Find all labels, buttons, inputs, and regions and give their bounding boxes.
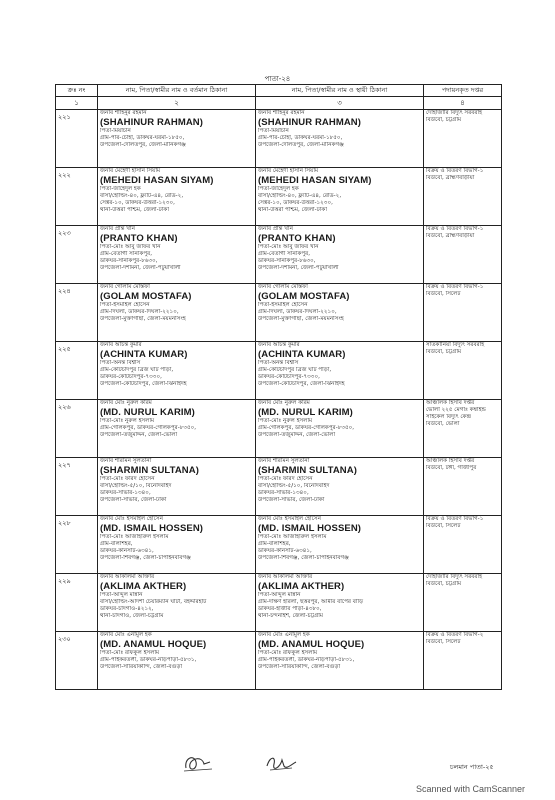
address-line: গ্রাম-কোটচাঁদপুর ব্রিজ ঘাট পাড়া, — [258, 367, 332, 373]
address-line: বাসা/হোল্ডিং-আদশা চেয়ারম্যান ঘাটা, বহদ্দারহাট — [100, 599, 207, 605]
person-name-english: (GOLAM MOSTAFA) — [100, 291, 192, 302]
permanent-address-cell — [256, 516, 424, 574]
address-line: বাসা/হোল্ডিং-৪০, ফ্ল্যাট-এ৪, রোড-২, — [100, 193, 184, 199]
address-line: পিতা-আব্দুল মান্নান — [100, 592, 143, 598]
column-index: ১ — [56, 97, 98, 110]
header-serial: ক্রঃ নং — [56, 85, 98, 97]
posting-office-cell — [424, 168, 502, 226]
person-name-bangla: জনাব মোঃ নুরুল করিম — [100, 400, 152, 406]
serial-number: ২২৩ — [56, 226, 98, 284]
address-line: গ্রাম-দিঘলা, ডাকঘর-দিঘলা-২২১০, — [100, 309, 179, 315]
address-line: গ্রাম-কোটচাঁদপুর ব্রিজ ঘাট পাড়া, — [100, 367, 174, 373]
serial-number: ২২৭ — [56, 458, 98, 516]
header-permanent-address: নাম, পিতা/স্বামীর নাম ও স্থায়ী ঠিকানা — [256, 85, 424, 97]
serial-number: ২২৬ — [56, 400, 98, 458]
scanner-watermark: Scanned with CamScanner — [416, 784, 526, 794]
person-name-bangla: জনাব মোঃ ইসমাইল হোসেন — [258, 516, 321, 522]
address-line: গ্রাম-গোলকপুর, ডাকঘর-গোলকপুর-৮৩৫০, — [258, 425, 355, 431]
address-line: সেক্টর-১০, ডাকঘর-উত্তরা-১২৩০, — [258, 200, 333, 206]
person-name-bangla: জনাব মোঃ এনামুল হক — [258, 632, 310, 638]
address-line: পিতা-মোঃ রফিকুল ইসলাম — [258, 650, 318, 656]
permanent-address-cell — [256, 284, 424, 342]
person-name-bangla: জনাব অচিন্ত কুমার — [100, 342, 142, 348]
person-name-english: (MD. NURUL KARIM) — [258, 407, 353, 418]
posting-office-line: বিক্রয় ও বিতরণ বিভাগ-১ — [426, 516, 484, 522]
present-address-cell — [98, 574, 256, 632]
address-line: গ্রাম-পার-চৌহা, ডাকঘর-ঘরমা-১৮৫০, — [258, 135, 343, 141]
address-line: ডাকঘর-চাঁদগাঁও-৪২১২, — [100, 606, 154, 612]
posting-office-line: বিউবো, টঙ্গী, গাজীপুর — [426, 465, 477, 471]
posting-office-cell — [424, 632, 502, 690]
address-line: পিতা-মোঃ রফিকুল ইসলাম — [100, 650, 160, 656]
posting-office-line: দোহাজারি বিদ্যুৎ সরবরাহ — [426, 574, 483, 580]
table-row — [56, 632, 502, 690]
person-name-english: (PRANTO KHAN) — [100, 233, 178, 244]
person-name-bangla: জনাব গোলাম মোস্তফা — [100, 284, 150, 290]
address-line: পিতা-মোঃ আজাহারুল ইসলাম — [258, 534, 327, 540]
table-row — [56, 110, 502, 168]
person-name-english: (MD. ANAMUL HOQUE) — [258, 639, 365, 650]
serial-number: ২২৪ — [56, 284, 98, 342]
posting-office-line: ভোলা ২২৫ মেগাঃ কম্বাইন্ড — [426, 407, 486, 413]
present-address-cell — [98, 400, 256, 458]
person-name-bangla: জনাব মোঃ নুরুল করিম — [258, 400, 310, 406]
address-line: পিতা-মোঃ ফরিদ হোসেন — [100, 476, 155, 482]
present-address-cell — [98, 226, 256, 284]
posting-office-line: বিউবো, ব্রাহ্মণবাড়ীয়া — [426, 175, 475, 181]
person-name-english: (SHAHINUR RAHMAN) — [258, 117, 362, 128]
address-line: উপজেলা-দশমিনা, জেলা-পটুয়াখালী — [258, 265, 339, 271]
address-line: ডাকঘর-সাভার-১৩৪০, — [258, 490, 309, 496]
address-line: বাসা/হোল্ডিং-৪০, ফ্ল্যাট-এ৪, রোড-২, — [258, 193, 342, 199]
person-name-bangla: জনাব শারমিন সুলতানা — [258, 458, 310, 464]
permanent-address-cell — [256, 342, 424, 400]
address-line: পিতা-ইসমাইল হোসেন — [258, 302, 308, 308]
address-line: গ্রাম-দক্ষিণ হারলা, ছত্তরপুর, আমীর বাপের বাড়ি — [258, 599, 364, 605]
address-line: ডাকঘর-সানকিপুর-৮৬৩০, — [100, 258, 158, 264]
header-posting-office: পদায়নকৃত দপ্তর — [424, 85, 502, 97]
present-address-cell — [98, 284, 256, 342]
posting-office-line: বিউবো, ব্রাহ্মণবাড়ীয়া — [426, 233, 475, 239]
address-line: থানা-চাঁদগাঁও, জেলা-চট্টগ্রাম — [100, 613, 164, 619]
person-name-bangla: জনাব মোঃ এনামুল হক — [100, 632, 152, 638]
permanent-address-cell — [256, 400, 424, 458]
address-line: পিতা-মোঃ নুরুল ইসলাম — [100, 418, 155, 424]
serial-number: ২২১ — [56, 110, 98, 168]
person-name-english: (AKLIMA AKTHER) — [100, 581, 187, 592]
person-name-bangla: জনাব শাহিনুর রহমান — [258, 110, 305, 116]
posting-office-line: বিউবো, সিলেট — [426, 523, 461, 529]
address-line: গ্রাম-বেতাগী সানকিপুর, — [258, 251, 311, 257]
present-address-cell — [98, 458, 256, 516]
permanent-address-cell — [256, 632, 424, 690]
table-row — [56, 342, 502, 400]
posting-office-line: বিক্রয় ও বিতরণ বিভাগ-১ — [426, 168, 484, 174]
address-line: উপজেলা-সাভার, জেলা-ঢাকা — [100, 497, 167, 503]
column-index: ৪ — [424, 97, 502, 110]
continued-page-note: চলমান পাতা-২৫ — [450, 763, 494, 771]
address-line: উপজেলা-সারিয়াকান্দি, জেলা-বগুড়া — [258, 664, 341, 670]
address-line: ডাকঘর-হাজীর পাড়া-৪৩৮০, — [258, 606, 322, 612]
posting-office-line: বিক্রয় ও বিতরণ বিভাগ-১ — [426, 284, 484, 290]
address-line: পিতা-ইসমাইল হোসেন — [100, 302, 150, 308]
serial-number: ২২৫ — [56, 342, 98, 400]
person-name-bangla: জনাব প্রান্ত খান — [100, 226, 135, 232]
address-line: উপজেলা-শিবগঞ্জ, জেলা-চাঁপাইনবাবগঞ্জ — [100, 555, 191, 561]
header-row — [56, 85, 502, 97]
person-name-bangla: জনাব মেহেদী হাসান সিয়াম — [258, 168, 319, 174]
address-line: উপজেলা-শিবগঞ্জ, জেলা-চাঁপাইনবাবগঞ্জ — [258, 555, 349, 561]
address-line: পিতা-জাহেদুল হক — [258, 186, 299, 192]
address-line: থানা-চন্দনাইশ, জেলা-চট্টগ্রাম — [258, 613, 324, 619]
address-line: ডাকঘর-কোটচাঁদপুর-৭৩৩০, — [258, 374, 320, 380]
address-line: গ্রাম-পার-চৌহা, ডাকঘর-ঘরমা-১৮৫০, — [100, 135, 185, 141]
posting-office-line: আঞ্চলিক হিসাব দপ্তর — [426, 458, 475, 464]
address-line: গ্রাম-বালাশহর, — [258, 541, 291, 547]
present-address-cell — [98, 516, 256, 574]
serial-number: ২৩০ — [56, 632, 98, 690]
person-name-english: (MD. ISMAIL HOSSEN) — [100, 523, 204, 534]
person-name-english: (AKLIMA AKTHER) — [258, 581, 345, 592]
person-name-bangla: জনাব মেহেদী হাসান সিয়াম — [100, 168, 161, 174]
header-present-address: নাম, পিতা/স্বামীর নাম ও বর্তমান ঠিকানা — [98, 85, 256, 97]
person-name-english: (MEHEDI HASAN SIYAM) — [100, 175, 214, 186]
posting-office-cell — [424, 400, 502, 458]
address-line: উপজেলা-মুক্তাগাছা, জেলা-ময়মনসিংহ — [258, 316, 344, 322]
person-name-english: (ACHINTA KUMAR) — [100, 349, 188, 360]
address-line: বাসা/হোল্ডিং-৫/১০, বিনোদবাইদ — [100, 483, 172, 489]
person-name-english: (SHARMIN SULTANA) — [258, 465, 357, 476]
address-line: পিতা-জাহেদুল হক — [100, 186, 141, 192]
address-line: গ্রাম-পাইকরতলী, ডাকঘর-নড়িপাড়া-৫৮৩১, — [258, 657, 355, 663]
posting-office-line: বিউবো, ভোলা — [426, 421, 460, 427]
person-name-bangla: জনাব মোঃ ইসমাইল হোসেন — [100, 516, 163, 522]
person-name-bangla: জনাব আকলিমা আক্তার — [100, 574, 155, 580]
address-line: উপজেলা-সারিয়াকান্দি, জেলা-বগুড়া — [100, 664, 183, 670]
posting-office-cell — [424, 342, 502, 400]
person-name-english: (PRANTO KHAN) — [258, 233, 336, 244]
address-line: গ্রাম-বালাশহর, — [100, 541, 133, 547]
posting-office-cell — [424, 110, 502, 168]
table-row — [56, 516, 502, 574]
address-line: উপজেলা-সাভার, জেলা-ঢাকা — [258, 497, 325, 503]
address-line: উপজেলা-মুক্তাগাছা, জেলা-ময়মনসিংহ — [100, 316, 186, 322]
serial-number: ২২২ — [56, 168, 98, 226]
posting-office-cell — [424, 458, 502, 516]
person-name-bangla: জনাব আকলিমা আক্তার — [258, 574, 313, 580]
column-index: ৩ — [256, 97, 424, 110]
address-line: পিতা-মোঃ ফরিদ হোসেন — [258, 476, 313, 482]
roster-table — [55, 84, 502, 690]
posting-office-cell — [424, 226, 502, 284]
address-line: থানা-উত্তরা পশ্চিম, জেলা-ঢাকা — [100, 207, 169, 213]
table-row — [56, 400, 502, 458]
permanent-address-cell — [256, 574, 424, 632]
column-index-row — [56, 97, 502, 110]
posting-office-cell — [424, 516, 502, 574]
address-line: পিতা-মিয়াচান — [258, 128, 289, 134]
address-line: পিতা-মোঃ আবু জাফর খান — [258, 244, 319, 250]
address-line: উপজেলা-দৌলতপুর, জেলা-মানিকগঞ্জ — [258, 142, 344, 148]
present-address-cell — [98, 342, 256, 400]
person-name-english: (MEHEDI HASAN SIYAM) — [258, 175, 372, 186]
address-line: পিতা-আব্দুল মান্নান — [258, 592, 301, 598]
permanent-address-cell — [256, 458, 424, 516]
posting-office-line: বিউবো, চট্টগ্রাম — [426, 581, 462, 587]
page-label: পাতা-২৪ — [264, 75, 291, 83]
serial-number: ২২৮ — [56, 516, 98, 574]
posting-office-line: বিউবো, সিলেট — [426, 291, 461, 297]
person-name-english: (SHAHINUR RAHMAN) — [100, 117, 204, 128]
present-address-cell — [98, 110, 256, 168]
address-line: গ্রাম-পাইকরতলী, ডাকঘর-নড়িপাড়া-৫৮৩১, — [100, 657, 197, 663]
signature-2-icon — [262, 750, 302, 776]
person-name-english: (SHARMIN SULTANA) — [100, 465, 199, 476]
address-line: ডাকঘর-সানকিপুর-৮৬৩০, — [258, 258, 316, 264]
permanent-address-cell — [256, 168, 424, 226]
address-line: পিতা-অনন্ত বিশ্বাস — [258, 360, 299, 366]
table-row — [56, 284, 502, 342]
permanent-address-cell — [256, 226, 424, 284]
address-line: পিতা-মিয়াচান — [100, 128, 131, 134]
signature-1-icon — [180, 750, 220, 776]
person-name-english: (MD. NURUL KARIM) — [100, 407, 195, 418]
posting-office-line: বিউবো, সিলেট — [426, 639, 461, 645]
serial-number: ২২৯ — [56, 574, 98, 632]
address-line: ডাকঘর-কানসাট-৬৩৪১, — [258, 548, 312, 554]
address-line: গ্রাম-বেতাগী সানকিপুর, — [100, 251, 153, 257]
address-line: ডাকঘর-কানসাট-৬৩৪১, — [100, 548, 154, 554]
address-line: ডাকঘর-সাভার-১৩৪০, — [100, 490, 151, 496]
posting-office-line: সাতকানিয়া বিদ্যুৎ সরবরাহ — [426, 342, 485, 348]
person-name-english: (ACHINTA KUMAR) — [258, 349, 346, 360]
present-address-cell — [98, 168, 256, 226]
address-line: ডাকঘর-কোটচাঁদপুর-৭৩৩০, — [100, 374, 162, 380]
address-line: সেক্টর-১০, ডাকঘর-উত্তরা-১২৩০, — [100, 200, 175, 206]
posting-office-line: আঞ্চলিক হিসাব দপ্তর — [426, 400, 475, 406]
address-line: পিতা-অনন্ত বিশ্বাস — [100, 360, 141, 366]
table-row — [56, 226, 502, 284]
address-line: উপজেলা-তজুমদ্দিন, জেলা-ভোলা — [100, 432, 178, 438]
column-index: ২ — [98, 97, 256, 110]
address-line: পিতা-মোঃ নুরুল ইসলাম — [258, 418, 313, 424]
person-name-bangla: জনাব অচিন্ত কুমার — [258, 342, 300, 348]
person-name-bangla: জনাব শারমিন সুলতানা — [100, 458, 152, 464]
posting-office-line: বিক্রয় ও বিতরণ বিভাগ-১ — [426, 226, 484, 232]
address-line: পিতা-মোঃ আজাহারুল ইসলাম — [100, 534, 169, 540]
person-name-bangla: জনাব শাহিনুর রহমান — [100, 110, 147, 116]
address-line: বাসা/হোল্ডিং-৫/১০, বিনোদবাইদ — [258, 483, 330, 489]
permanent-address-cell — [256, 110, 424, 168]
posting-office-line: বিউবো, চট্টগ্রাম — [426, 117, 462, 123]
person-name-english: (MD. ANAMUL HOQUE) — [100, 639, 207, 650]
address-line: উপজেলা-দৌলতপুর, জেলা-মানিকগঞ্জ — [100, 142, 186, 148]
posting-office-line: বিউবো, চট্টগ্রাম — [426, 349, 462, 355]
posting-office-cell — [424, 284, 502, 342]
address-line: উপজেলা-তজুমদ্দিন, জেলা-ভোলা — [258, 432, 336, 438]
address-line: উপজেলা-কোটচাঁদপুর, জেলা-ঝিনাইদহ — [258, 381, 345, 387]
posting-office-line: দোহাজারি বিদ্যুৎ সরবরাহ — [426, 110, 483, 116]
address-line: গ্রাম-গোলকপুর, ডাকঘর-গোলকপুর-৮৩৫০, — [100, 425, 197, 431]
address-line: থানা-উত্তরা পশ্চিম, জেলা-ঢাকা — [258, 207, 327, 213]
person-name-bangla: জনাব প্রান্ত খান — [258, 226, 293, 232]
address-line: উপজেলা-কোটচাঁদপুর, জেলা-ঝিনাইদহ — [100, 381, 187, 387]
person-name-english: (MD. ISMAIL HOSSEN) — [258, 523, 362, 534]
address-line: গ্রাম-দিঘলা, ডাকঘর-দিঘলা-২২১০, — [258, 309, 337, 315]
present-address-cell — [98, 632, 256, 690]
table-row — [56, 458, 502, 516]
address-line: উপজেলা-দশমিনা, জেলা-পটুয়াখালী — [100, 265, 181, 271]
address-line: পিতা-মোঃ আবু জাফর খান — [100, 244, 161, 250]
posting-office-line: বিক্রয় ও বিতরণ বিভাগ-২ — [426, 632, 484, 638]
posting-office-cell — [424, 574, 502, 632]
table-row — [56, 574, 502, 632]
person-name-bangla: জনাব গোলাম মোস্তফা — [258, 284, 308, 290]
table-row — [56, 168, 502, 226]
person-name-english: (GOLAM MOSTAFA) — [258, 291, 350, 302]
posting-office-line: সাইকেল বিদ্যুৎ কেন্দ্র — [426, 414, 472, 420]
